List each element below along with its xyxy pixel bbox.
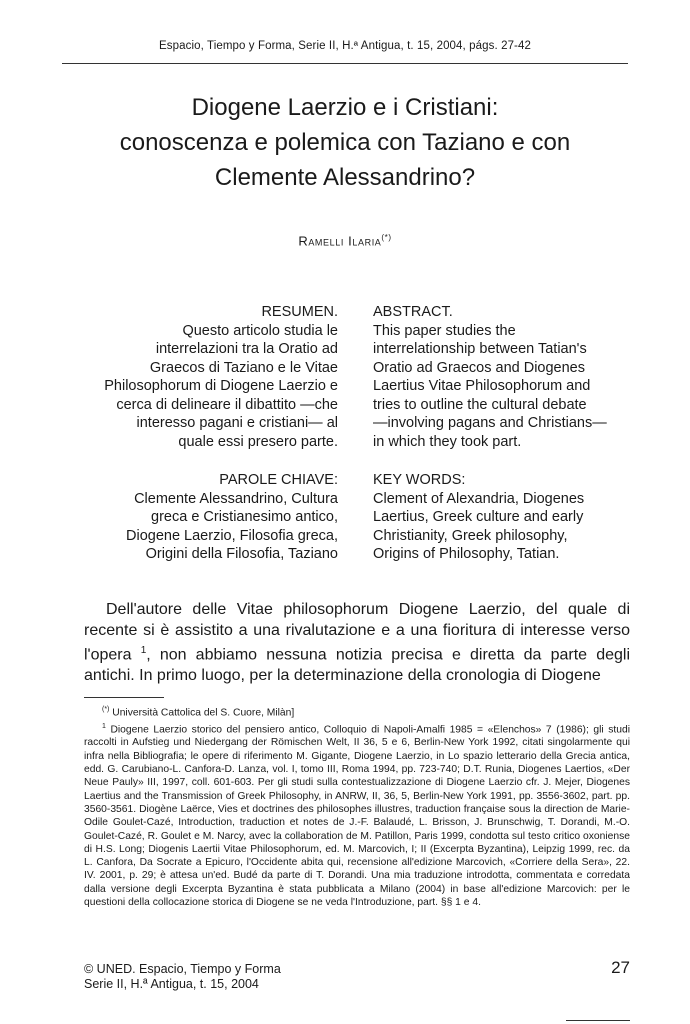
page-number: 27 [611,958,630,977]
parole-chiave-heading: PAROLE CHIAVE: [219,472,338,488]
abstract-heading: ABSTRACT. [373,304,453,320]
parole-chiave-line: greca e Cristianesimo antico, [151,509,338,525]
footer-publisher [84,962,281,992]
footer-line: Serie II, H.ª Antigua, t. 15, 2004 [84,977,259,991]
abstract-line: tries to outline the cultural debate [373,396,587,413]
author-footnote-mark: (*) [381,233,392,242]
resumen-line: interrelazioni tra la Oratio ad [155,341,338,357]
footnote-text: Università Cattolica del S. Cuore, Milàn] [112,707,295,719]
key-words-block [373,471,628,564]
body-paragraph [84,600,630,686]
footnote-1 [84,720,630,910]
parole-chiave-line: Diogene Laerzio, Filosofia greca, [126,527,338,544]
footer-line: © UNED. Espacio, Tiempo y Forma [84,962,281,976]
resumen-line: Graecos di Taziano e le Vitae [149,359,338,376]
resumen-block [80,303,338,451]
parole-chiave-block [80,471,338,564]
footnote-mark: (*) [102,706,110,713]
footnote-rule [84,697,164,698]
title-line: Clemente Alessandrino? [214,164,476,191]
abstract-line: Oratio ad Graecos and Diogenes [373,359,585,376]
abstract-block [373,303,628,451]
footnote-mark: 1 [102,722,106,730]
author-given-name: Ilaria [348,233,382,249]
key-words-heading: KEY WORDS: [373,472,466,488]
footnote-affiliation [84,703,630,720]
footnote-ref: 1 [140,645,147,656]
body-text-start: Dell'autore delle Vitae philosophorum Diogene Laerzio, del quale di recente si è assistito a una rivalutazione e a una fioritura di interesse verso l'opera [84,601,630,664]
resumen-line: Questo articolo studia le [182,322,338,339]
key-words-line: Laertius, Greek culture and early [373,509,584,525]
resumen-line: Philosophorum di Diogene Laerzio e [104,378,338,394]
parole-chiave-line: Clemente Alessandrino, Cultura [134,490,338,507]
key-words-line: Origins of Philosophy, Tatian. [373,546,560,562]
resumen-line: cerca di delineare il dibattito —che [116,396,338,413]
key-words-line: Clement of Alexandria, Diogenes [373,490,585,507]
author-byline [0,233,690,248]
header-rule [62,63,628,64]
article-title [60,90,630,195]
abstract-line: This paper studies the [373,322,516,339]
resumen-heading: RESUMEN. [261,304,338,320]
footer-rule [566,1020,630,1021]
author-surname: Ramelli [298,233,344,249]
abstract-line: interrelationship between Tatian's [373,341,587,357]
body-text-end: , non abbiamo nessuna notizia precisa e diretta da parte degli antichi. In primo luogo, per la determinazione della cronologia di Diogene [84,646,630,684]
resumen-line: quale essi presero parte. [178,433,338,450]
title-line: Diogene Laerzio e i Cristiani: [191,94,499,121]
abstract-line: Laertius Vitae Philosophorum and [373,378,591,394]
key-words-line: Christianity, Greek philosophy, [373,527,568,544]
parole-chiave-line: Origini della Filosofia, Taziano [145,546,338,562]
title-line: conoscenza e polemica con Taziano e con [119,129,571,156]
abstract-line: —involving pagans and Christians— [373,415,607,431]
abstract-line: in which they took part. [373,433,522,450]
running-header: Espacio, Tiempo y Forma, Serie II, H.ª Antigua, t. 15, 2004, págs. 27-42 [159,40,531,52]
footnotes [84,703,630,909]
footnote-text: Diogene Laerzio storico del pensiero antico, Colloquio di Napoli-Amalfi 1985 = «Elenchos» 7 (1986); gli studi raccolti in Aufstieg und Niedergang der Römischen Welt, II 36, 5 e 6, Berlin-New York 1992, citati singolarmente qui infra nella Bibliografia; le opere di riferimento M. Gigante, Diogene Laerzio, in Lo spazio letterario della Grecia antica, edd. G. Carubiano-L. Canfora-D. Lanza, vol. I, tomo III, Roma 1994, pp. 723-740; D.T. Runia, Diogenes Laertios, «Der Neue Pauly» III, 1997, coll. 601-603. Per gli studi sulla contestualizzazione di Diogene Laerzio cfr. J. Mejer, Diogenes Laertius and the Transmission of Greek Philosophy, in ANRW, II, 36, 5, Berlin-New York 1991, pp. 3556-3602, part. pp. 3560-3561. Diogène Laërce, Vies et doctrines des philosophes illustres, traduction française sous la direction de Marie-Odile Goulet-Cazé, Introduction, traduction et notes de J.-F. Balaudé, L. Brisson, J. Brunschwig, T. Dorandi, M.-O. Goulet-Cazé, R. Goulet e M. Narcy, avec la collaboration de M. Patillon, Paris 1999, condotta sul testo critico oxoniense di H.S. Long; Diogenis Laertii Vitae Philosophorum, ed. M. Marcovich, I; II (Excerpta Byzantina), Leipzig 1999, rec. da L. Canfora, Da Socrate a Epicuro, l'Occidente abita qui, recensione all'edizione Marcovich, «Corriere della Sera», 22. IV. 2001, p. 29; è attesa un'ed. Budé da parte di T. Dorandi. Una mia traduzione introdotta, commentata e corredata dalla versione degli Excerpta Byzantina è stata pubblicata a Milano (2004) in base all'edizione Marcovich: per le questioni della collocazione storica di Diogene se ne veda l'Introduzione, part. §§ 1 e 4. [84,724,630,908]
resumen-line: interesso pagani e cristiani— al [136,415,338,431]
